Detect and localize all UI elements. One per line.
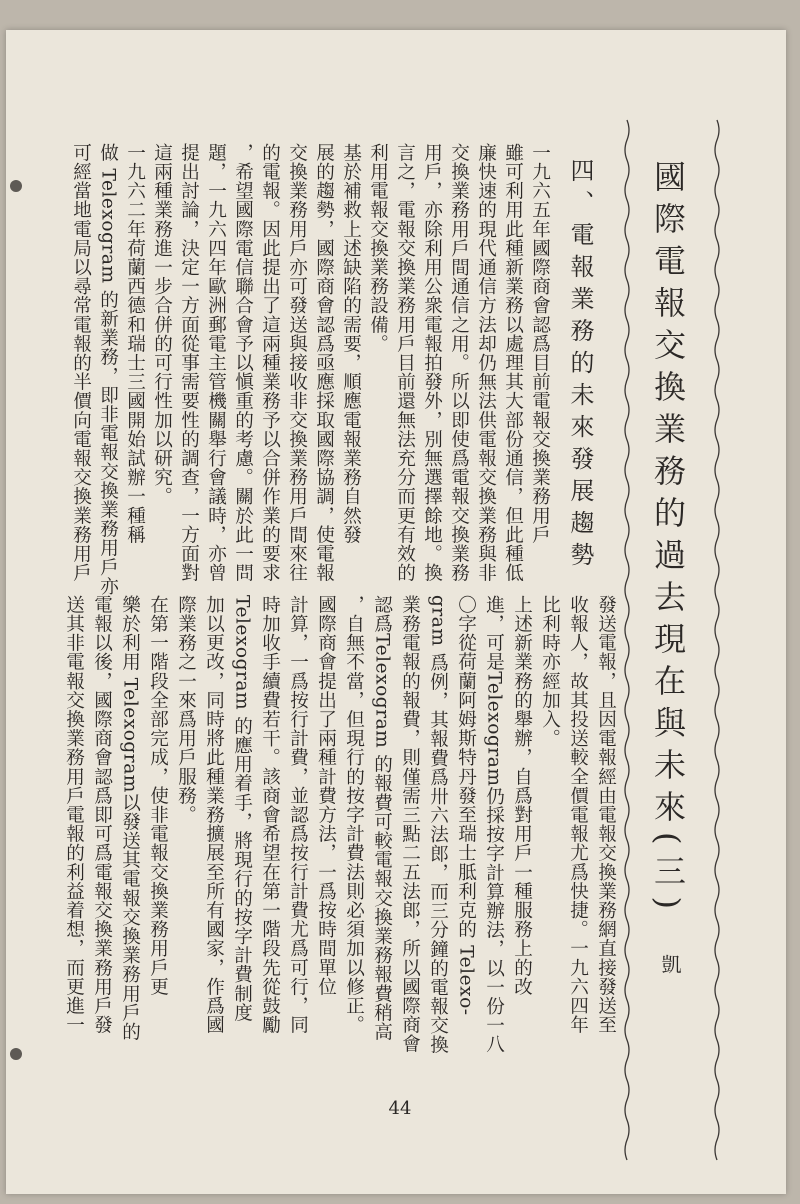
text-column: 送其非電報交換業務用戶電報的利益着想，而更進一 — [63, 595, 85, 1035]
text-column: 交換業務用戶亦可發送與接收非交換業務用戶間來往 — [286, 143, 308, 583]
text-column: 國際商會提出了兩種計費方法，一爲按時間單位 — [315, 595, 337, 997]
text-column: 題，一九六四年歐洲郵電主管機關舉行會議時，亦曾 — [205, 143, 227, 583]
text-column: 收報人，故其投送較全價電報尤爲快捷。一九六四年 — [567, 595, 589, 1035]
decorative-border-left — [622, 120, 632, 1160]
text-column: 發送電報，且因電報經由電報交換業務網直接發送至 — [595, 595, 617, 1035]
text-column: 比利時亦經加入。 — [539, 595, 561, 748]
page-number: 44 — [388, 1098, 412, 1119]
text-column: 時加收手續費若干。該商會希望在第一階段先從鼓勵 — [259, 595, 281, 1035]
text-column: 雖可利用此種新業務以處理其大部份通信，但此種低 — [502, 143, 524, 583]
text-column: 的電報。因此提出了這兩種業務予以合併作業的要求 — [259, 143, 281, 583]
text-column: 〇字從荷蘭阿姆斯特丹發至瑞士胝利克的 Telexo- — [455, 595, 477, 1016]
article-title: 國際電報交換業務的過去現在與未來(三) — [649, 160, 687, 919]
text-column: ，希望國際電信聯合會予以愼重的考慮。關於此一問 — [232, 143, 254, 583]
text-column: 加以更改，同時將此種業務擴展至所有國家，作爲國 — [203, 595, 225, 1035]
text-column: 廉快速的現代通信方法却仍無法供電報交換業務與非 — [475, 143, 497, 583]
text-column: 進，可是Telexogram仍採按字計算辦法，以一份一八 — [483, 595, 505, 1054]
text-column: 提出討論，決定一方面從事需要性的調查，一方面對 — [178, 143, 200, 583]
text-column: 際業務之一來爲用戶服務。 — [175, 595, 197, 825]
section-heading: 四、電報業務的未來發展趨勢 — [566, 158, 594, 574]
decorative-border-right — [712, 120, 722, 1160]
text-column: gram 爲例，其報費爲卅六法郎，而三分鐘的電報交換 — [427, 595, 449, 1055]
text-column: 一九六二年荷蘭西德和瑞士三國開始試辦一種稱 — [124, 143, 146, 545]
text-column: ，自無不當，但現行的按字計費法則必須加以修正。 — [343, 595, 365, 1035]
text-column: 言之，電報交換業務用戶目前還無法充分而更有效的 — [394, 143, 416, 583]
binding-hole-top — [10, 180, 22, 192]
text-column: 認爲Telexogram 的報費可較電報交換業務報費稍高 — [371, 595, 393, 1042]
binding-hole-bottom — [10, 1048, 22, 1060]
text-column: 一九六五年國際商會認爲目前電報交換業務用戶 — [529, 143, 551, 545]
text-column: 做 Telexogram 的新業務，即非電報交換業務用戶亦 — [97, 143, 119, 596]
text-column: 樂於利用 Telexogram以發送其電報交換業務用戶的 — [119, 595, 141, 1042]
text-column: 交換業務用戶間通信之用。所以即使爲電報交換業務 — [448, 143, 470, 583]
text-column: 基於補救上述缺陷的需要，順應電報業務自然發 — [340, 143, 362, 545]
author-name: 凱 — [658, 954, 682, 974]
text-column: 用戶，亦除利用公衆電報拍發外，別無選擇餘地。換 — [421, 143, 443, 583]
text-column: 展的趨勢，國際商會認爲亟應採取國際協調，使電報 — [313, 143, 335, 583]
text-column: Telexogram 的應用着手，將現行的按字計費制度 — [231, 595, 253, 1023]
text-column: 業務電報的報費，則僅需三點二五法郎，所以國際商會 — [399, 595, 421, 1054]
text-column: 可經當地電局以尋常電報的半價向電報交換業務用戶 — [70, 143, 92, 583]
text-column: 電報以後，國際商會認爲即可爲電報交換業務用戶發 — [91, 595, 113, 1035]
text-column: 利用電報交換業務設備。 — [367, 143, 389, 354]
text-column: 這兩種業務進一步合併的可行性加以研究。 — [151, 143, 173, 506]
text-column: 計算，一爲按行計費，並認爲按行計費尤爲可行，同 — [287, 595, 309, 1035]
text-column: 在第一階段全部完成，使非電報交換業務用戶更 — [147, 595, 169, 997]
text-column: 上述新業務的舉辦，自爲對用戶一種服務上的改 — [511, 595, 533, 997]
